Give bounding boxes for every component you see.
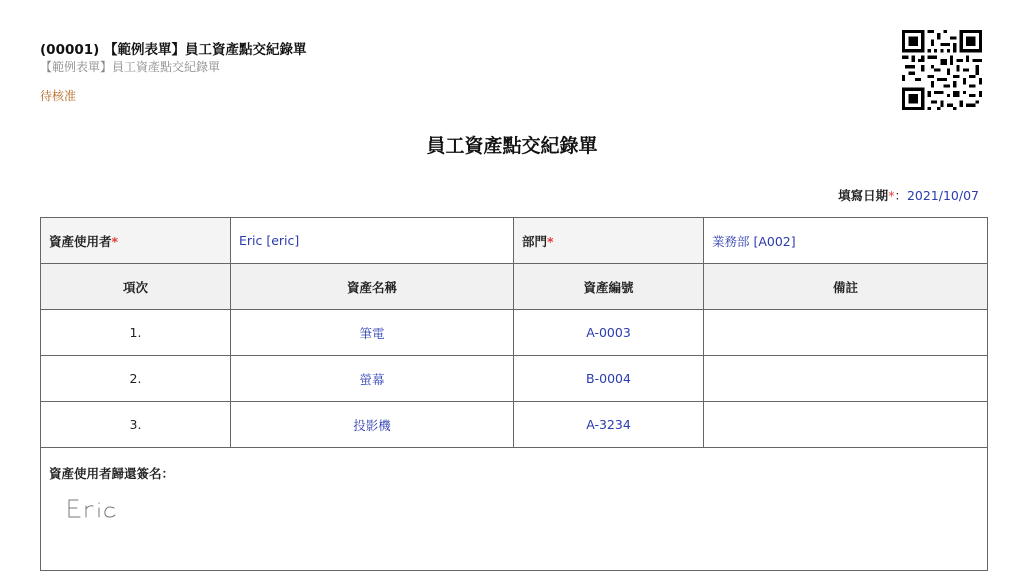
user-value: Eric [eric] — [231, 218, 514, 264]
table-row — [41, 402, 988, 448]
required-mark: * — [547, 233, 554, 249]
row-number: 3. — [41, 402, 231, 448]
column-header: 備註 — [704, 264, 988, 310]
user-label-cell — [41, 218, 231, 264]
asset-name: 筆電 — [231, 310, 514, 356]
asset-name: 投影機 — [231, 402, 514, 448]
row-number: 2. — [41, 356, 231, 402]
column-header-row — [41, 264, 988, 310]
qr-code-icon — [902, 30, 982, 110]
handwritten-signature — [67, 496, 127, 522]
column-header: 資產名稱 — [231, 264, 514, 310]
asset-code: A-0003 — [514, 310, 704, 356]
user-label: 資產使用者 — [49, 233, 112, 249]
column-header: 資產編號 — [514, 264, 704, 310]
signature-cell — [41, 448, 988, 571]
status-label: 待核准 — [40, 89, 77, 103]
info-row — [41, 218, 988, 264]
required-mark: * — [888, 188, 895, 203]
asset-code: B-0004 — [514, 356, 704, 402]
asset-note — [704, 402, 988, 448]
fill-date-separator: ： — [894, 188, 907, 203]
form-title: 員工資產點交紀錄單 — [426, 135, 598, 157]
table-row — [41, 356, 988, 402]
signature-row — [41, 448, 988, 571]
signature-label: 資產使用者歸還簽名： — [49, 466, 175, 481]
fill-date — [838, 186, 979, 204]
asset-note — [704, 356, 988, 402]
required-mark: * — [111, 233, 119, 249]
asset-code: A-3234 — [514, 402, 704, 448]
table-row — [41, 310, 988, 356]
fill-date-value: 2021/10/07 — [906, 188, 979, 203]
asset-table — [40, 217, 988, 571]
dept-value: 業務部 [A002] — [704, 218, 988, 264]
document-subtitle: 【範例表單】員工資產點交紀錄單 — [40, 60, 221, 74]
row-number: 1. — [41, 310, 231, 356]
column-header: 項次 — [41, 264, 231, 310]
fill-date-label: 填寫日期 — [838, 188, 889, 203]
document-title: (00001) 【範例表單】員工資產點交紀錄單 — [40, 42, 307, 58]
asset-note — [704, 310, 988, 356]
dept-label: 部門 — [522, 233, 548, 249]
asset-name: 螢幕 — [231, 356, 514, 402]
dept-label-cell — [514, 218, 704, 264]
